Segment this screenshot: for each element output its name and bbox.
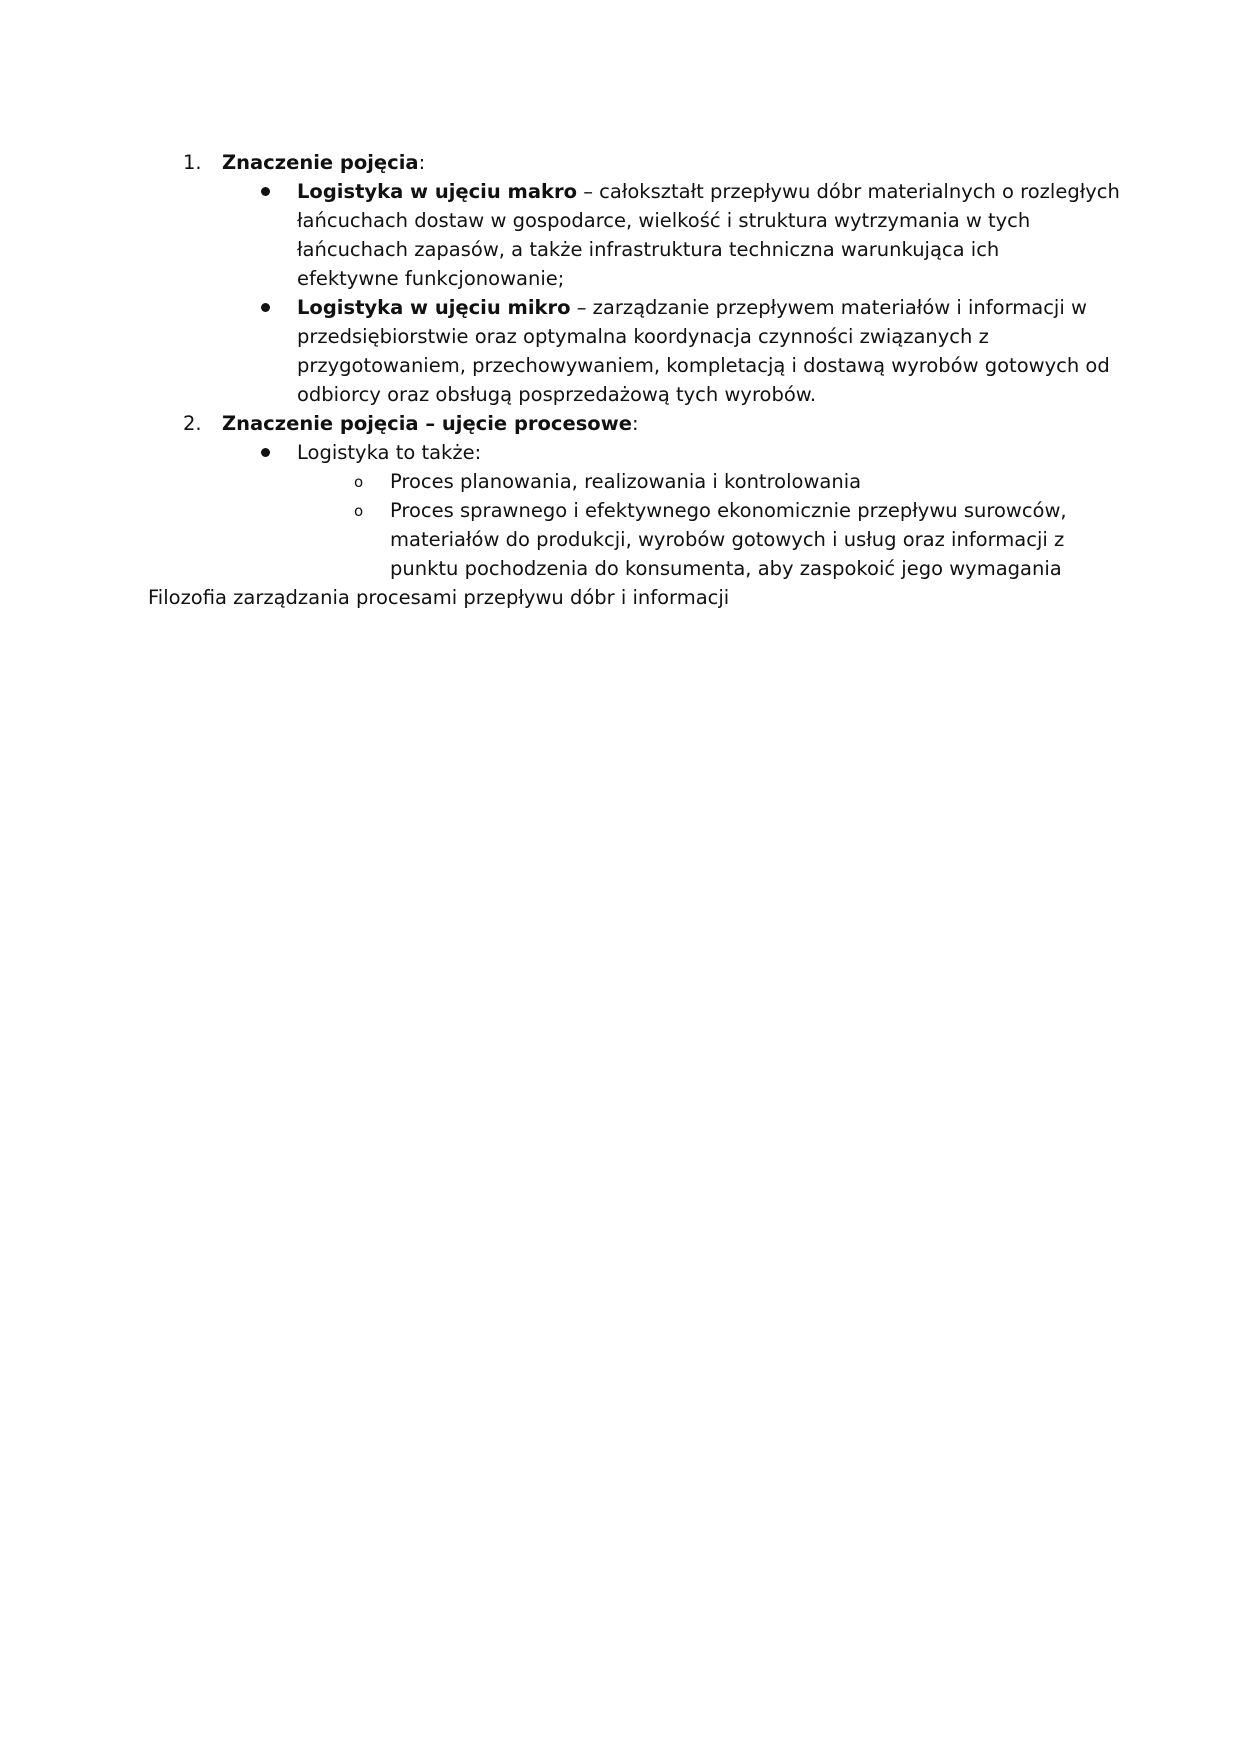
list-number: 1. <box>183 151 202 174</box>
sub-list-item-line: Proces sprawnego i efektywnego ekonomicznie przepływu surowców, <box>390 499 1067 522</box>
list-item-line: Logistyka to także: <box>297 441 482 464</box>
list-item-line: łańcuchach zapasów, a także infrastruktura techniczna warunkująca ich <box>297 238 1000 261</box>
list-item-line: przygotowaniem, przechowywaniem, kompletacją i dostawą wyrobów gotowych od <box>297 354 1110 377</box>
list-item-line: efektywne funkcjonowanie; <box>297 267 565 290</box>
bullet-icon <box>261 448 270 457</box>
term-text: Logistyka w ujęciu mikro <box>297 296 571 319</box>
bullet-icon <box>261 303 270 312</box>
list-item-line: przedsiębiorstwie oraz optymalna koordynacja czynności związanych z <box>297 325 989 348</box>
list-item-line: łańcuchach dostaw w gospodarce, wielkość i struktura wytrzymania w tych <box>297 209 1031 232</box>
bullet-icon <box>261 187 270 196</box>
heading-suffix: : <box>631 412 639 435</box>
section-heading <box>222 409 639 438</box>
list-item-line <box>297 177 1120 206</box>
sub-list-item-line: Proces planowania, realizowania i kontrolowania <box>390 470 862 493</box>
definition-text: – całokształt przepływu dóbr materialnych o rozległych <box>577 180 1120 203</box>
heading-text: Znaczenie pojęcia – ujęcie procesowe <box>222 412 632 435</box>
circle-bullet-icon: o <box>354 473 364 491</box>
list-item-line: odbiorcy oraz obsługą posprzedażową tych wyrobów. <box>297 383 817 406</box>
sub-list-item-line: materiałów do produkcji, wyrobów gotowych i usług oraz informacji z <box>390 528 1065 551</box>
list-number: 2. <box>183 412 202 435</box>
list-item-line <box>297 293 1087 322</box>
definition-text: – zarządzanie przepływem materiałów i informacji w <box>570 296 1087 319</box>
paragraph-text: Filozofia zarządzania procesami przepływu dóbr i informacji <box>148 586 730 609</box>
term-text: Logistyka w ujęciu makro <box>297 180 577 203</box>
heading-suffix: : <box>418 151 426 174</box>
section-heading <box>222 148 425 177</box>
sub-list-item-line: punktu pochodzenia do konsumenta, aby zaspokoić jego wymagania <box>390 557 1062 580</box>
heading-text: Znaczenie pojęcia <box>222 151 419 174</box>
circle-bullet-icon: o <box>354 502 364 520</box>
